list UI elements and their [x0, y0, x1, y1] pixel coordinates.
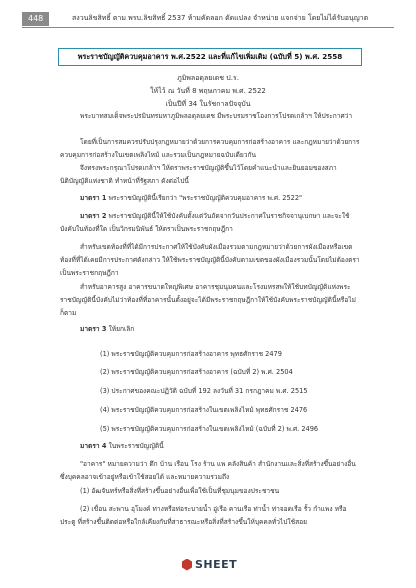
- preamble-paragraph-3: จึงทรงพระกรุณาโปรดเกล้าฯ ให้ตราพระราชบัญญัติขึ้นไว้โดยคำแนะนำและยินยอมของสภานิติบัญญัติแห่งชาติ ทำหน้าที่รัฐสภา ดังต่อไปนี้: [60, 164, 337, 186]
- section-2: [60, 210, 360, 236]
- preamble-paragraph-1: พระบาทสมเด็จพระปรมินทรมหาภูมิพลอดุลยเดช มีพระบรมราชโองการโปรดเกล้าฯ ให้ประกาศว่า: [80, 112, 353, 120]
- definition-building: "อาคาร" หมายความว่า ตึก บ้าน เรือน โรง ร้าน แพ คลังสินค้า สำนักงานและสิ่งที่สร้างขึ้นอย่างอื่น ซึ่งบุคคลอาจเข้าอยู่หรือเข้าใช้สอยได้ และหมายความรวมถึง: [60, 460, 356, 482]
- section-3-label: มาตรา 3: [80, 325, 107, 333]
- definition-item-2: (2) เขื่อน สะพาน อุโมงค์ ทางหรือท่อระบายน้ำ อู่เรือ คานเรือ ท่าน้ำ ท่าจอดเรือ รั้ว กำแพง หรือประตู ที่สร้างขึ้นติดต่อหรือใกล้เคียงกับที่สาธารณะหรือสิ่งที่สร้างขึ้นให้บุคคลทั่วไปใช้สอย: [60, 505, 347, 527]
- section-3: [60, 323, 360, 336]
- section-1: [60, 192, 360, 205]
- section-2-paragraph-2: สำหรับเขตท้องที่ที่ได้มีการประกาศให้ใช้บังคับผังเมืองรวมตามกฎหมายว่าด้วยการผังเมืองหรือเขตท้องที่ที่ได้เคยมีการประกาศดังกล่าว ให้ใช้พระราชบัญญัตินี้บังคับตามเขตของผังเมืองรวมนั้นโดยไม่ต้องตราเป็นพระราชกฤษฎีกา: [60, 243, 360, 278]
- section-1-text: พระราชบัญญัตินี้เรียกว่า "พระราชบัญญัติควบคุมอาคาร พ.ศ. 2522": [108, 194, 303, 202]
- repealed-item: (1) พระราชบัญญัติควบคุมการก่อสร้างอาคาร พุทธศักราช 2479: [100, 350, 282, 358]
- section-2-label: มาตรา 2: [80, 212, 107, 220]
- section-2-paragraph-3: สำหรับอาคารสูง อาคารขนาดใหญ่พิเศษ อาคารชุมนุมคนและโรงมหรสพให้ใช้บทบัญญัติแห่งพระราชบัญญัตินี้บังคับไม่ว่าท้องที่ที่อาคารนั้นตั้งอยู่จะได้มีพระราชกฤษฎีกาให้ใช้บังคับพระราชบัญญัตินี้หรือไม่ก็ตาม: [60, 283, 356, 318]
- repealed-item: (5) พระราชบัญญัติควบคุมการก่อสร้างในเขตเพลิงไหม้ (ฉบับที่ 2) พ.ศ. 2496: [100, 425, 319, 433]
- king-name: ภูมิพลอดุลยเดช ป.ร.: [177, 74, 239, 82]
- header-divider: [22, 27, 394, 28]
- section-3-text: ให้ยกเลิก: [108, 325, 135, 333]
- repealed-item: (2) พระราชบัญญัติควบคุมการก่อสร้างอาคาร (ฉบับที่ 2) พ.ศ. 2504: [100, 368, 293, 376]
- repealed-item: (3) ประกาศของคณะปฏิวัติ ฉบับที่ 192 ลงวันที่ 31 กรกฎาคม พ.ศ. 2515: [100, 387, 308, 395]
- section-4-text: ในพระราชบัญญัตินี้: [108, 442, 164, 450]
- copyright-notice: สงวนลิขสิทธิ์ ตาม พรบ.ลิขสิทธิ์ 2537 ห้ามคัดลอก ดัดแปลง จำหน่าย แจกจ่าย โดยไม่ได้รับอนุญาต: [72, 14, 369, 22]
- sheet-logo-icon: [182, 559, 192, 571]
- footer-logo: [182, 558, 237, 571]
- given-date: ให้ไว้ ณ วันที่ 8 พฤษภาคม พ.ศ. 2522: [150, 87, 266, 95]
- repealed-item: (4) พระราชบัญญัติควบคุมการก่อสร้างในเขตเพลิงไหม้ พุทธศักราช 2476: [100, 406, 308, 414]
- preamble-paragraph-2: โดยที่เป็นการสมควรปรับปรุงกฎหมายว่าด้วยการควบคุมการก่อสร้างอาคาร และกฎหมายว่าด้วยการควบคุมการก่อสร้างในเขตเพลิงไหม้ และรวมเป็นกฎหมายฉบับเดียวกัน: [60, 138, 360, 160]
- section-1-label: มาตรา 1: [80, 194, 107, 202]
- page-number: 448: [22, 12, 49, 26]
- reign-year: เป็นปีที่ 34 ในรัชกาลปัจจุบัน: [165, 100, 251, 108]
- section-2-text: พระราชบัญญัตินี้ให้ใช้บังคับตั้งแต่วันถัดจากวันประกาศในราชกิจจานุเบกษา และจะใช้บังคับในท้องที่ใด เป็นวิกรมนิพันธ์ ให้ตราเป็นพระราชกฤษฎีกา: [60, 212, 350, 234]
- definition-item-1: (1) อัฒจันทร์หรือสิ่งที่สร้างขึ้นอย่างอื่นเพื่อใช้เป็นที่ชุมนุมของประชาชน: [80, 487, 280, 495]
- document-title: พระราชบัญญัติควบคุมอาคาร พ.ศ.2522 และที่แก้ไขเพิ่มเติม (ฉบับที่ 5) พ.ศ. 2558: [58, 48, 362, 66]
- section-4-label: มาตรา 4: [80, 442, 107, 450]
- logo-text: SHEET: [195, 558, 238, 571]
- section-4: [60, 440, 360, 453]
